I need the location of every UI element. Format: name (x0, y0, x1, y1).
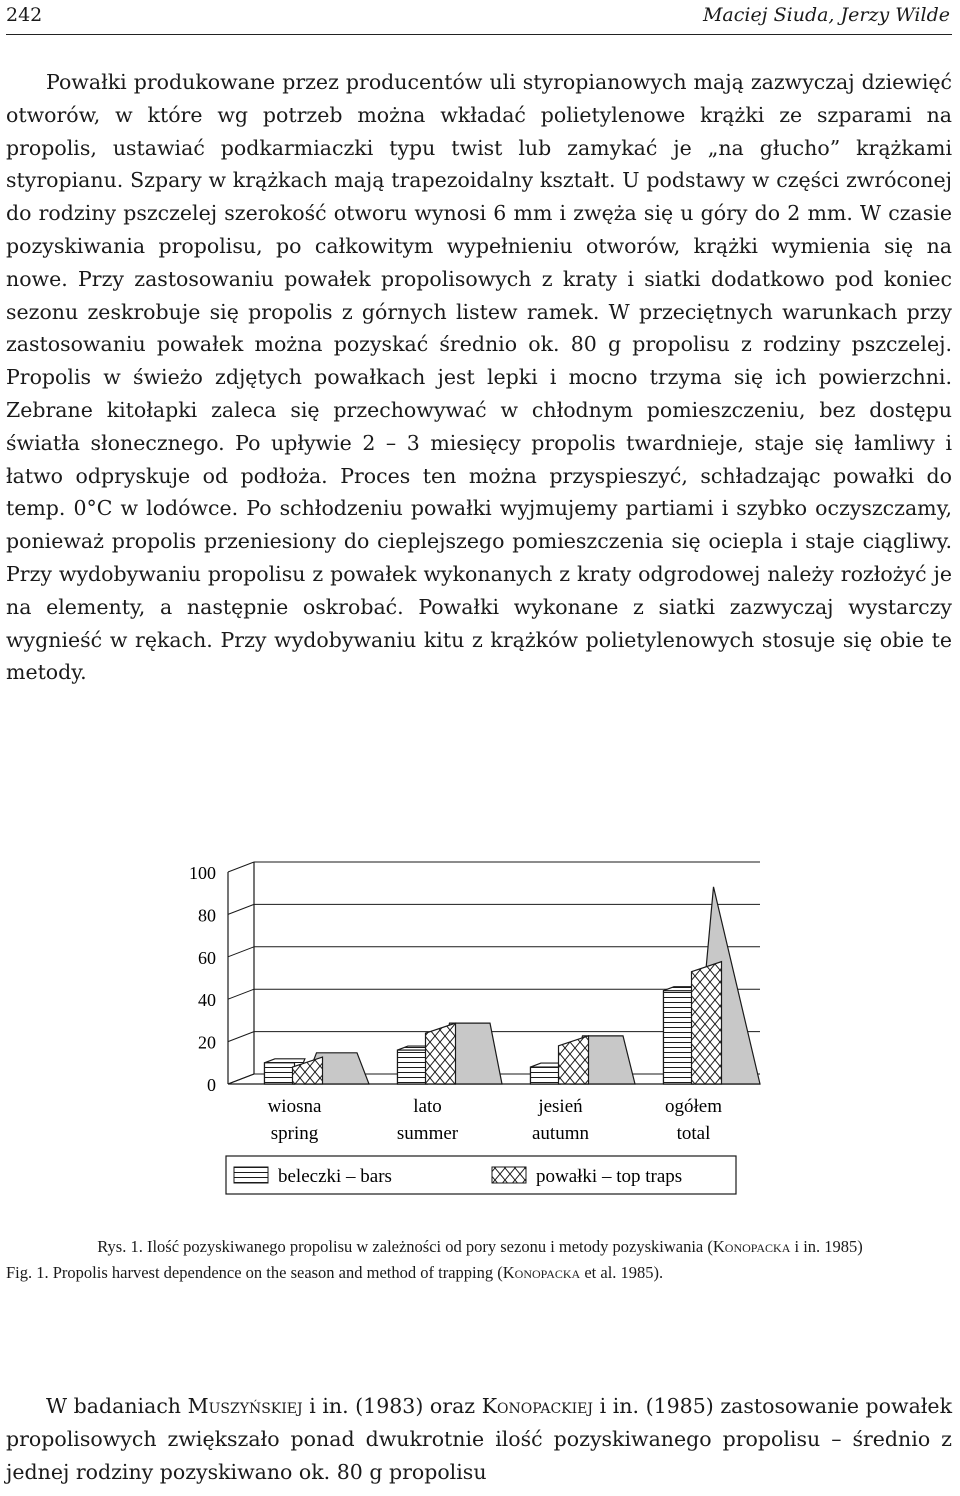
bar-bars-front (398, 1050, 428, 1084)
y-tick-label: 80 (198, 905, 216, 926)
bar-top-traps (692, 962, 722, 1084)
y-tick-label: 40 (198, 990, 216, 1011)
harvest-chart (0, 850, 960, 1210)
page-number: 242 (6, 4, 43, 26)
chart-back-wall (228, 862, 254, 1084)
body-paragraph-2: W badaniach Muszyńskiej i in. (1983) oraz Konopackiej i in. (1985) zastosowanie powałek propolisowych zwiększało ponad dwukrotnie ilość pozyskiwanego propolisu – średnio z jednej rodziny pozyskiwano ok. 80 g propolisu (6, 1394, 952, 1484)
page-header (6, 0, 952, 35)
x-tick-label: spring (270, 1123, 319, 1144)
y-tick-label: 100 (189, 863, 216, 883)
y-tick-label: 60 (198, 947, 216, 968)
x-tick-label: jesień (538, 1096, 583, 1117)
bar-bars-front (531, 1067, 561, 1084)
body-paragraph-1: Powałki produkowane przez producentów uli styropianowych mają zazwyczaj dziewięć otworów, w które wg potrzeb można wkładać polietylenowe krążki ze szparami na propolis, ustawiać podkarmiaczki typu twist lub zamykać je „na głucho” krążkami styropianu. Szpary w krążkach mają trapezoidalny kształt. U podstawy w części zwróconej do rodziny pszczelej szerokość otworu wynosi 6 mm i zwęża się u góry do 2 mm. W czasie pozyskiwania propolisu, po całkowitym wypełnieniu otworów, krążki wymienia się na nowe. Przy zastosowaniu powałek propolisowych z kraty i siatki dodatkowo pod koniec sezonu zeskrobuje się propolis z górnych listew ramek. W przeciętnych warunkach przy zastosowaniu powałek można pozyskać średnio ok. 80 g propolisu z rodziny pszczelej. Propolis w świeżo zdjętych powałkach jest lepki i mocno trzyma się ich powierzchni. Zebrane kitołapki zaleca się przechowywać w chłodnym pomieszczeniu, bez dostępu światła słonecznego. Po upływie 2 – 3 miesięcy propolis twardnieje, staje się łamliwy i łatwo odpryskuje od podłoża. Proces ten można przyspieszyć, schładzając powałki do temp. 0°C w lodówce. Po schłodzeniu powałki wyjmujemy partiami i szybko oczyszczamy, ponieważ propolis przeniesiony do cieplejszego pomieszczenia się ociepla i staje ciągliwy. Przy wydobywaniu propolisu z powałek wykonanych z kraty odgrodowej należy rozłożyć je na elementy, a następnie oskrobać. Powałki wykonane z siatki zazwyczaj wystarczy wygnieść w rękach. Przy wydobywaniu kitu z krążków polietylenowych stosuje się obie te metody. (6, 70, 952, 685)
y-gridline (228, 1032, 254, 1042)
x-tick-label: autumn (532, 1123, 589, 1144)
legend-swatch-bars (234, 1167, 268, 1183)
bar-top-traps (559, 1036, 589, 1084)
y-gridline (228, 1074, 254, 1084)
legend-label-bars: beleczki – bars (278, 1166, 392, 1187)
bar-top-traps (426, 1023, 456, 1084)
cited-author-1: Muszyńskiej (187, 1394, 303, 1418)
legend-label-top-traps: powałki – top traps (536, 1166, 683, 1187)
bar-bars-front (265, 1063, 295, 1084)
running-head-authors: Maciej Siuda, Jerzy Wilde (702, 4, 950, 26)
y-gridline (228, 989, 254, 999)
figure-caption (0, 1234, 960, 1286)
y-gridline (228, 947, 254, 957)
caption-english: Fig. 1. Propolis harvest dependence on the season and method of trapping (Konopacka et al. 1985). (6, 1263, 664, 1282)
legend-swatch-top-traps (492, 1167, 526, 1183)
y-tick-label: 0 (207, 1075, 216, 1095)
y-gridline (228, 862, 254, 872)
x-tick-label: total (676, 1123, 711, 1144)
x-tick-label: summer (396, 1123, 459, 1144)
x-tick-label: ogółem (665, 1096, 722, 1117)
x-tick-label: lato (413, 1096, 442, 1117)
figure-1 (0, 850, 960, 1210)
y-tick-label: 20 (198, 1032, 216, 1053)
cited-author-2: Konopackiej (481, 1394, 593, 1418)
bar-bars-front (664, 991, 694, 1084)
x-tick-label: wiosna (267, 1096, 322, 1117)
caption-polish: Rys. 1. Ilość pozyskiwanego propolisu w zależności od pory sezonu i metody pozyskiwania (Konopacka i in. 1985) (97, 1237, 863, 1256)
y-gridline (228, 904, 254, 914)
